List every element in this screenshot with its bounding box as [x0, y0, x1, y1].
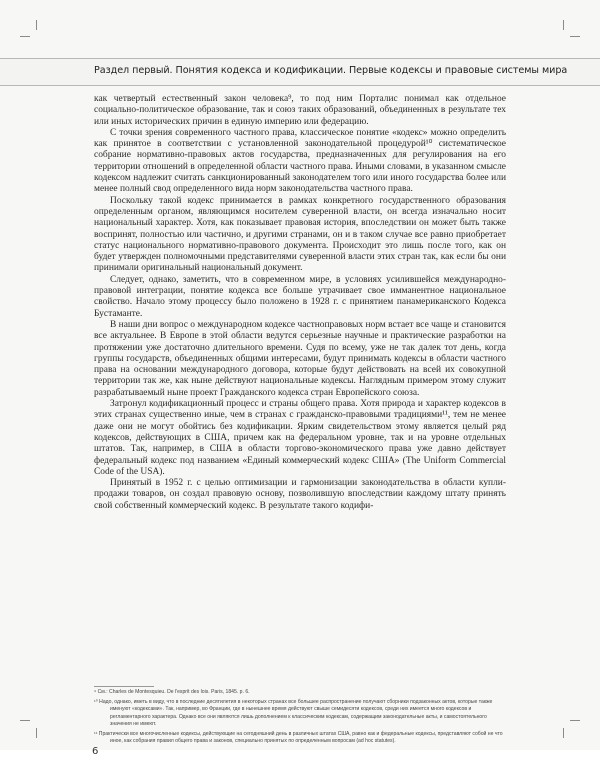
crop-mark — [570, 36, 580, 37]
paragraph: Затронул кодификационный процесс и страны общего права. Хотя природа и характер кодексов в этих странах существенно иные, чем в странах с гражданско-правовыми традициями¹¹, тем не менее даже они не могут обойтись без кодификации. Ярким свидетельством этому является целый ряд кодексов, действующих в США, причем как на федеральном уровне, так и на уровне отдельных штатов. Так, например, в США в области торгово-экономического права уже давно действует федеральный кодекс под названием «Единый коммерческий кодекс США» (The Uniform Commercial Code of the USA). — [94, 399, 506, 477]
page-number: 6 — [92, 746, 99, 757]
footnotes — [94, 689, 506, 748]
crop-mark — [570, 720, 580, 721]
paragraph: как четвертый естественный закон человека⁹, то под ним Порталис понимал как отдельное социально-политическое образование, так и союз таких образований, объединенных в результате тех или иных исторических причин в единую империю или федерацию. — [94, 94, 506, 127]
paragraph: В наши дни вопрос о международном кодексе частноправовых норм встает все чаще и становится все актуальнее. В Европе в этой области ведутся серьезные научные и практические разработки на протяжении уже достаточно длительного времени. Судя по всему, уже не так далек тот день, когда группы государств, объединенных общими интересами, будут принимать кодексы в области частного права на основании международного договора, которые будут действовать на всей их совокупной территории так же, как ныне действуют национальные кодексы. Наглядным примером этому служит разрабатываемый ныне проект Гражданского кодекса стран Европейского союза. — [94, 319, 506, 398]
crop-mark — [563, 728, 564, 738]
paragraph: Поскольку такой кодекс принимается в рамках конкретного государственного образования определенным органом, являющимся носителем суверенной власти, он всегда изначально носит национальный характер. Хотя, как показывает правовая история, впоследствии он может быть также воспринят, полностью или частично, и другими странами, он и в таком случае все равно приобретает статус национального нормативно-правового документа. Происходит это лишь после того, как он будет утвержден полномочными представителями суверенной власти этих стран так, как если бы они принимали оригинальный национальный документ. — [94, 195, 506, 274]
footnote: ¹¹ Практически все многочисленные кодексы, действующие на сегодняшний день в различных штатах США, равно как и федеральные кодексы, представляют собой не что иное, как собрания правил общего права и законов, специально принятых по определенным вопросам (ad hoc statutes). — [94, 731, 503, 745]
paragraph: С точки зрения современного частного права, классическое понятие «кодекс» можно определить как принятое в соответствии с установленной законодательной процедурой¹⁰ систематическое собрание нормативно-правовых актов государства, предназначенных для регулирования на его территории отношений в определенной области частного права. Иными словами, в указанном смысле кодексом надлежит считать санкционированный законодателем того или иного государства более или менее полный свод определенного вида норм законодательства частного права. — [94, 127, 506, 195]
footnote-divider — [94, 686, 154, 687]
crop-mark — [20, 36, 30, 37]
running-header — [0, 58, 600, 86]
crop-mark — [20, 720, 30, 721]
paragraph: Следует, однако, заметить, что в современном мире, в условиях усилившейся международно-правовой интеграции, понятие кодекса все больше утрачивает свое имманентное национальное свойство. Начало этому процессу было положено в 1928 г. с принятием панамериканского Кодекса Бустаманте. — [94, 274, 506, 319]
paragraph: Принятый в 1952 г. с целью оптимизации и гармонизации законодательства в области купли-продажи товаров, он создал правовую основу, позволившую впоследствии каждому штату принять свой собственный коммерческий кодекс. В результате такого кодифи- — [94, 478, 506, 511]
footnote: ⁹ См.: Charles de Montesquieu. De l'esprit des lois. Paris, 1845. p. 6. — [94, 689, 250, 695]
crop-mark — [563, 20, 564, 30]
crop-mark — [36, 728, 37, 738]
running-title: Раздел первый. Понятия кодекса и кодификации. Первые кодексы и правовые системы мира — [94, 65, 568, 76]
crop-mark — [36, 20, 37, 30]
footnote: ¹⁰ Надо, однако, иметь в виду, что в последние десятилетия в некоторых странах все большее распространение получают сборники подзаконных актов, которые также именуют «кодексами». Так, например, во Франции, где в нынешнее время действуют свыше семидесяти кодексов, среди них имеется много кодексов и регламентарного характера. Однако все они являются лишь дополнением к классическим кодексам, содержащим законодательные акты, и самостоятельного значения не имеют. — [94, 699, 493, 727]
main-text — [94, 94, 506, 512]
